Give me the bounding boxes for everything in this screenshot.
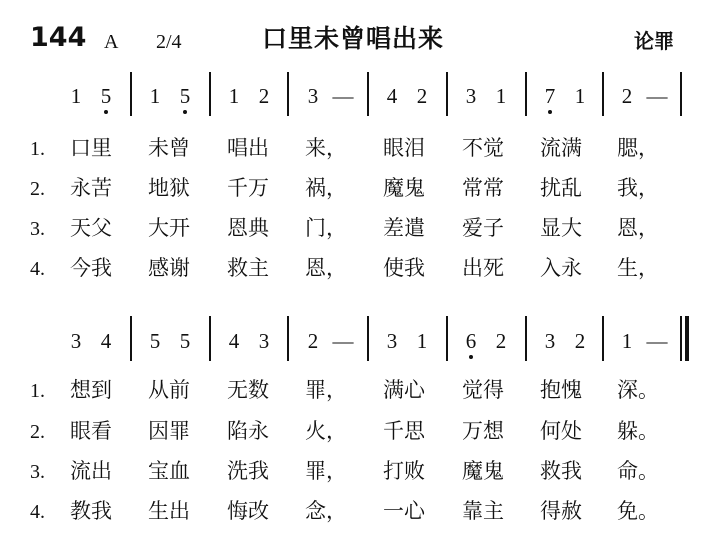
- lyric-word: 陷永: [227, 419, 269, 443]
- hymn-title: 口里未曾唱出来: [262, 24, 445, 53]
- lyric-word: 救我: [540, 459, 582, 483]
- note: —: [646, 329, 668, 353]
- low-octave-dot: [548, 110, 552, 114]
- lyric-word: 今我: [70, 256, 112, 280]
- barline: [287, 316, 289, 361]
- lyric-word: 感谢: [148, 256, 190, 280]
- lyric-word: 未曾: [148, 136, 190, 160]
- barline: [367, 316, 369, 361]
- lyric-word: 罪，: [305, 378, 347, 402]
- note: 5: [100, 84, 112, 108]
- note: 2: [416, 84, 428, 108]
- lyric-word: 祸，: [305, 176, 347, 200]
- verse-number: 4.: [30, 258, 45, 280]
- note: 1: [70, 84, 82, 108]
- lyric-word: 我，: [617, 176, 659, 200]
- note: 1: [574, 84, 586, 108]
- lyric-word: 无数: [227, 378, 269, 402]
- note: —: [332, 329, 354, 353]
- lyric-word: 差遣: [383, 216, 425, 240]
- verse-number: 4.: [30, 501, 45, 523]
- note: 3: [465, 84, 477, 108]
- lyric-word: 一心: [383, 499, 425, 523]
- lyric-word: 深。: [617, 378, 659, 402]
- lyric-word: 天父: [70, 216, 112, 240]
- lyric-word: 命。: [617, 459, 659, 483]
- lyric-word: 想到: [70, 378, 112, 402]
- lyric-word: 罪，: [305, 459, 347, 483]
- lyric-word: 念，: [305, 499, 347, 523]
- verse-number: 2.: [30, 178, 45, 200]
- lyric-word: 魔鬼: [462, 459, 504, 483]
- note: 3: [386, 329, 398, 353]
- lyric-word: 显大: [540, 216, 582, 240]
- lyric-word: 生出: [148, 499, 190, 523]
- lyric-word: 眼看: [70, 419, 112, 443]
- note: 4: [228, 329, 240, 353]
- lyric-word: 千万: [227, 176, 269, 200]
- low-octave-dot: [104, 110, 108, 114]
- barline: [446, 316, 448, 361]
- barline: [209, 316, 211, 361]
- lyric-word: 从前: [148, 378, 190, 402]
- lyric-word: 抱愧: [540, 378, 582, 402]
- low-octave-dot: [469, 355, 473, 359]
- lyric-word: 入永: [540, 256, 582, 280]
- verse-number: 3.: [30, 461, 45, 483]
- lyric-word: 万想: [462, 419, 504, 443]
- lyric-word: 躲。: [617, 419, 659, 443]
- note: 7: [544, 84, 556, 108]
- note: 5: [179, 329, 191, 353]
- lyric-word: 满心: [383, 378, 425, 402]
- lyric-word: 眼泪: [383, 136, 425, 160]
- lyric-word: 扰乱: [540, 176, 582, 200]
- lyric-word: 何处: [540, 419, 582, 443]
- lyric-word: 恩，: [617, 216, 659, 240]
- note: 2: [621, 84, 633, 108]
- barline: [130, 72, 132, 116]
- lyric-word: 恩典: [227, 216, 269, 240]
- lyric-word: 千思: [383, 419, 425, 443]
- lyric-word: 流满: [540, 136, 582, 160]
- note: —: [646, 84, 668, 108]
- lyric-word: 得赦: [540, 499, 582, 523]
- note: 4: [100, 329, 112, 353]
- lyric-word: 恩，: [305, 256, 347, 280]
- key-signature: A: [104, 31, 119, 53]
- lyric-word: 免。: [617, 499, 659, 523]
- lyric-word: 觉得: [462, 378, 504, 402]
- verse-number: 1.: [30, 138, 45, 160]
- barline: [525, 72, 527, 116]
- lyric-word: 火，: [305, 419, 347, 443]
- lyric-word: 靠主: [462, 499, 504, 523]
- note: 3: [544, 329, 556, 353]
- lyric-word: 腮，: [617, 136, 659, 160]
- lyric-word: 永苦: [70, 176, 112, 200]
- note: 2: [574, 329, 586, 353]
- verse-number: 2.: [30, 421, 45, 443]
- note: 2: [495, 329, 507, 353]
- verse-number: 1.: [30, 380, 45, 402]
- note: 3: [258, 329, 270, 353]
- barline: [130, 316, 132, 361]
- barline: [209, 72, 211, 116]
- note: 1: [149, 84, 161, 108]
- lyric-word: 流出: [70, 459, 112, 483]
- lyric-word: 救主: [227, 256, 269, 280]
- lyric-word: 门，: [305, 216, 347, 240]
- note: 3: [307, 84, 319, 108]
- barline: [525, 316, 527, 361]
- lyric-word: 大开: [148, 216, 190, 240]
- note: 1: [495, 84, 507, 108]
- barline: [287, 72, 289, 116]
- lyric-word: 常常: [462, 176, 504, 200]
- lyric-word: 不觉: [462, 136, 504, 160]
- lyric-word: 出死: [462, 256, 504, 280]
- verse-number: 3.: [30, 218, 45, 240]
- note: 1: [228, 84, 240, 108]
- note: 2: [307, 329, 319, 353]
- note: 5: [179, 84, 191, 108]
- lyric-word: 悔改: [227, 499, 269, 523]
- hymn-number: 144: [30, 22, 87, 53]
- note: 2: [258, 84, 270, 108]
- barline: [367, 72, 369, 116]
- lyric-word: 口里: [70, 136, 112, 160]
- low-octave-dot: [183, 110, 187, 114]
- lyric-word: 唱出: [227, 136, 269, 160]
- note: —: [332, 84, 354, 108]
- barline: [680, 72, 682, 116]
- lyric-word: 打败: [383, 459, 425, 483]
- lyric-word: 因罪: [148, 419, 190, 443]
- note: 1: [416, 329, 428, 353]
- note: 5: [149, 329, 161, 353]
- barline: [602, 316, 604, 361]
- lyric-word: 地狱: [148, 176, 190, 200]
- barline: [602, 72, 604, 116]
- final-barline: [680, 316, 682, 361]
- lyric-word: 来，: [305, 136, 347, 160]
- note: 4: [386, 84, 398, 108]
- note: 6: [465, 329, 477, 353]
- lyric-word: 宝血: [148, 459, 190, 483]
- barline: [446, 72, 448, 116]
- note: 3: [70, 329, 82, 353]
- hymn-category: 论罪: [634, 29, 674, 53]
- lyric-word: 魔鬼: [383, 176, 425, 200]
- lyric-word: 教我: [70, 499, 112, 523]
- lyric-word: 生，: [617, 256, 659, 280]
- lyric-word: 使我: [383, 256, 425, 280]
- lyric-word: 爱子: [462, 216, 504, 240]
- time-signature: 2/4: [156, 31, 182, 53]
- final-barline-thick: [685, 316, 689, 361]
- lyric-word: 洗我: [227, 459, 269, 483]
- note: 1: [621, 329, 633, 353]
